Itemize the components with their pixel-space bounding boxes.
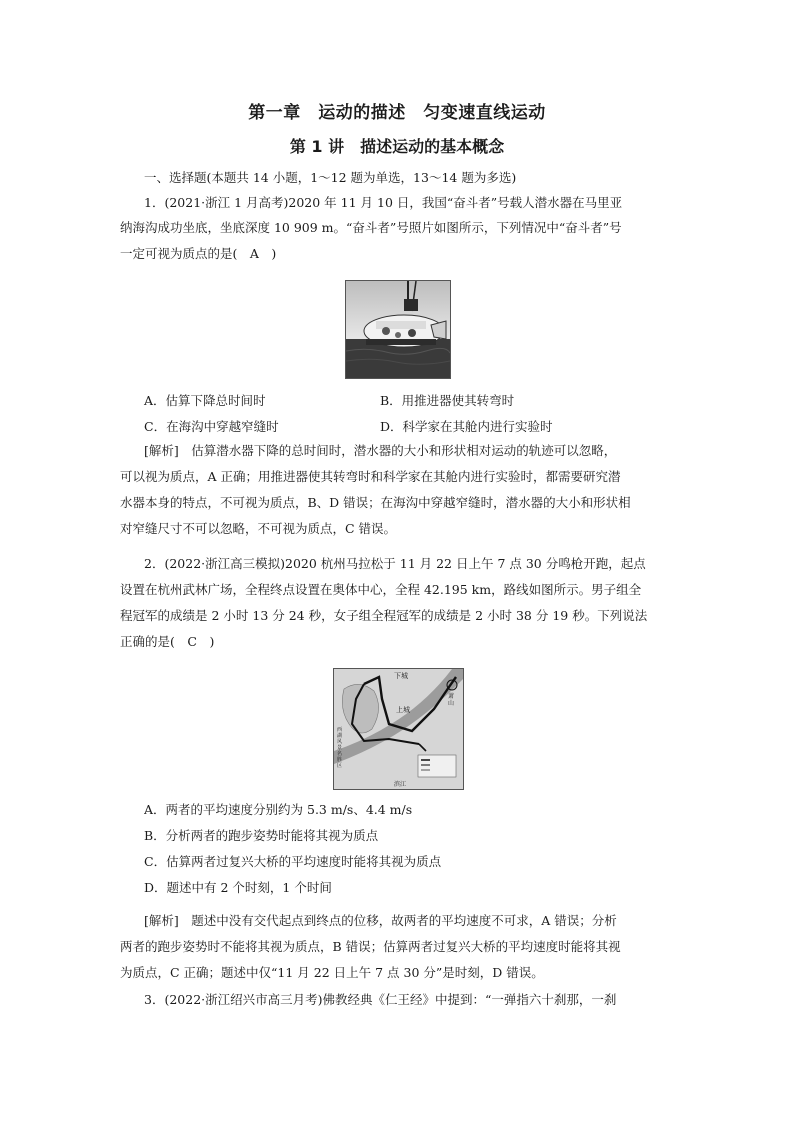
q2-analysis-1: [解析] 题述中没有交代起点到终点的位移，故两者的平均速度不可求，A 错误；分析 [144, 913, 617, 928]
map-label-right: 萧山 [448, 693, 455, 707]
q1-analysis-4: 对窄缝尺寸不可以忽略，不可视为质点，C 错误。 [120, 521, 397, 536]
map-label-mid: 上城 [396, 706, 410, 714]
q1-analysis-3: 水器本身的特点，不可视为质点，B、D 错误；在海沟中穿越窄缝时，潜水器的大小和形状相 [120, 495, 631, 510]
q2-line-3: 程冠军的成绩是 2 小时 13 分 24 秒，女子组全程冠军的成绩是 2 小时 38 分 19 秒。下列说法 [120, 608, 648, 623]
chapter-title: 第一章 运动的描述 匀变速直线运动 [248, 103, 546, 123]
q1-option-b: B．用推进器使其转弯时 [380, 393, 515, 408]
q2-analysis-3: 为质点，C 正确；题述中仅“11 月 22 日上午 7 点 30 分”是时刻，D 错误。 [120, 965, 544, 980]
q2-option-b: B．分析两者的跑步姿势时能将其视为质点 [144, 828, 379, 843]
map-label-bottom: 滨江 [394, 781, 407, 788]
q2-option-c: C．估算两者过复兴大桥的平均速度时能将其视为质点 [144, 854, 442, 869]
q2-option-a: A．两者的平均速度分别约为 5.3 m/s、4.4 m/s [144, 802, 413, 817]
q1-option-d: D．科学家在其舱内进行实验时 [380, 419, 553, 434]
q1-analysis-1: [解析] 估算潜水器下降的总时间时，潜水器的大小和形状相对运动的轨迹可以忽略， [144, 443, 617, 458]
q2-analysis-2: 两者的跑步姿势时不能将其视为质点，B 错误；估算两者过复兴大桥的平均速度时能将其视 [120, 939, 621, 954]
marathon-route-map [333, 668, 464, 790]
map-label-top: 下城 [394, 672, 408, 680]
q2-line-1: 2．(2022·浙江高三模拟)2020 杭州马拉松于 11 月 22 日上午 7 点 30 分鸣枪开跑，起点 [144, 556, 646, 571]
section-heading: 一、选择题(本题共 14 小题，1～12 题为单选，13～14 题为多选) [144, 170, 517, 185]
map-label-side: 西湖风景名胜区 [337, 727, 343, 769]
q1-option-a: A．估算下降总时间时 [144, 393, 266, 408]
q2-option-d: D．题述中有 2 个时刻，1 个时间 [144, 880, 332, 895]
q3-line-1: 3．(2022·浙江绍兴市高三月考)佛教经典《仁王经》中提到：“一弹指六十刹那，一刹 [144, 992, 617, 1007]
lesson-title: 第 1 讲 描述运动的基本概念 [289, 137, 505, 156]
q1-line-1: 1．(2021·浙江 1 月高考)2020 年 11 月 10 日，我国“奋斗者”号载人潜水器在马里亚 [144, 195, 623, 210]
submersible-photo [345, 280, 451, 379]
q2-line-4: 正确的是( C ) [120, 634, 215, 649]
q1-analysis-2: 可以视为质点，A 正确；用推进器使其转弯时和科学家在其舱内进行实验时，都需要研究潜 [120, 469, 621, 484]
q1-line-3: 一定可视为质点的是( A ) [120, 246, 277, 261]
q1-option-c: C．在海沟中穿越窄缝时 [144, 419, 279, 434]
q2-line-2: 设置在杭州武林广场，全程终点设置在奥体中心，全程 42.195 km，路线如图所示。男子组全 [120, 582, 642, 597]
q1-line-2: 纳海沟成功坐底，坐底深度 10 909 m。“奋斗者”号照片如图所示，下列情况中“奋斗者”号 [120, 220, 622, 235]
